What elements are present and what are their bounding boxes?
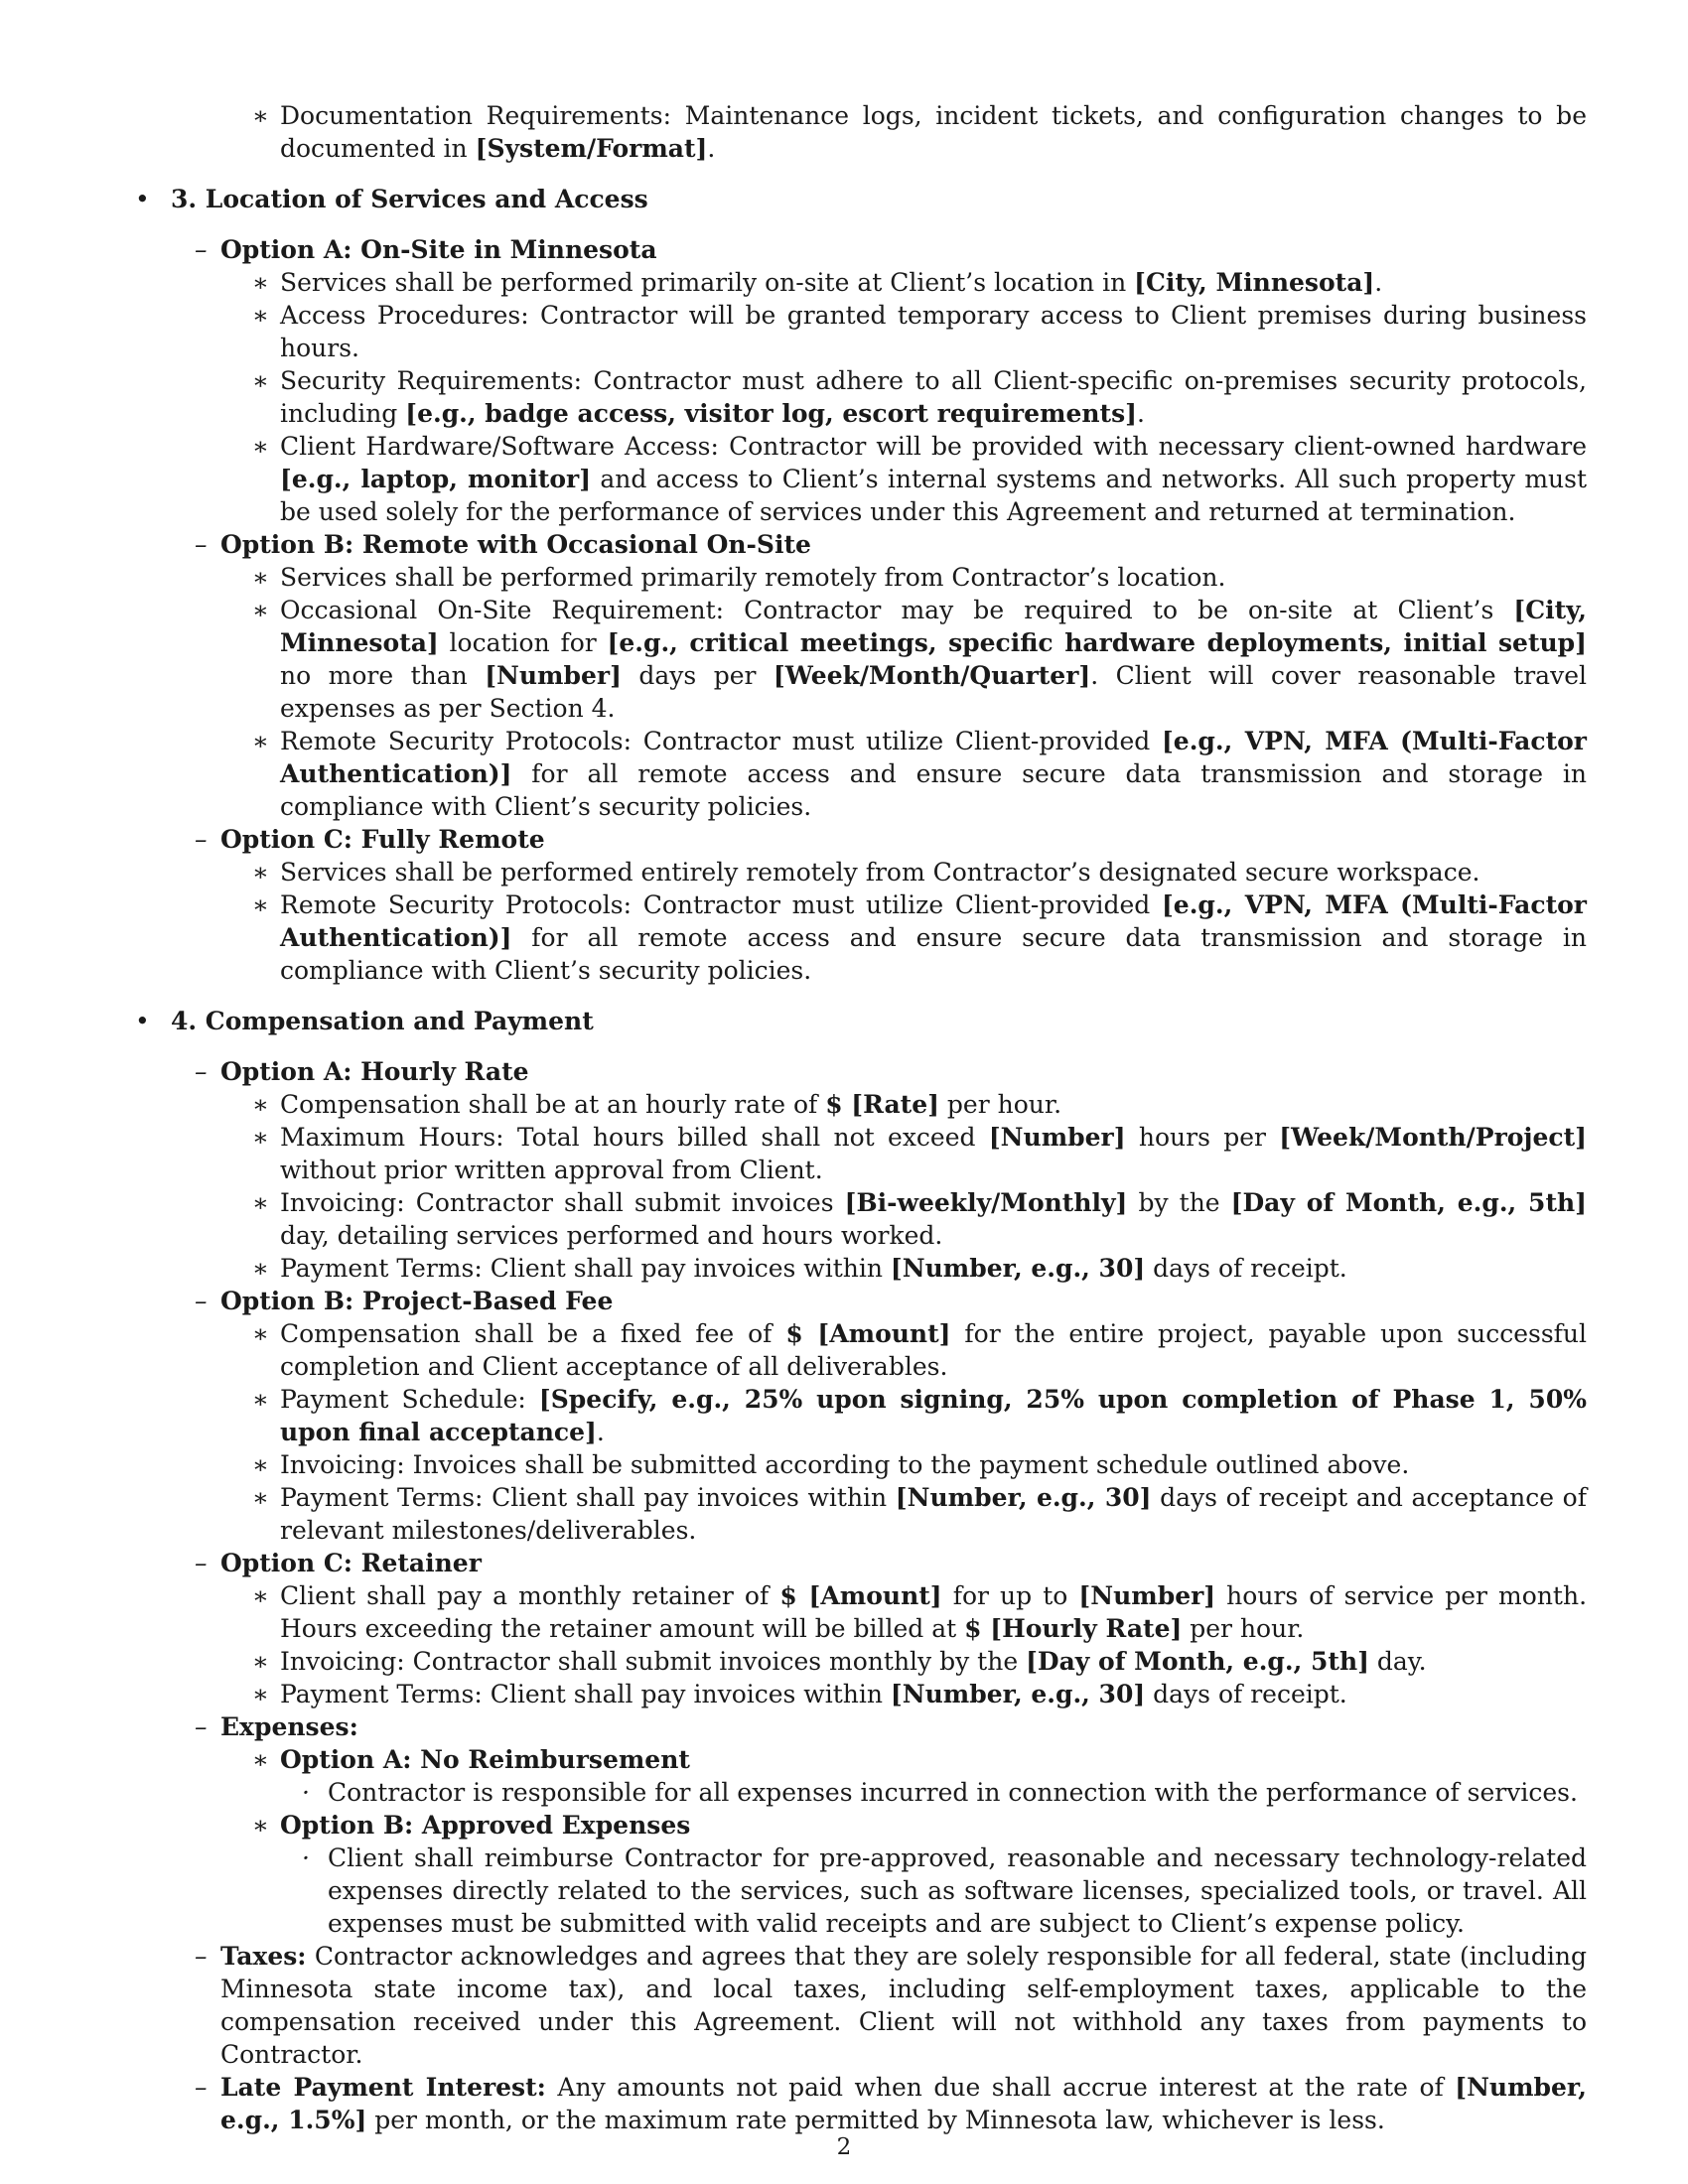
list-item: ∗ Invoicing: Contractor shall submit invoices monthly by the [Day of Month, e.g., 5th] day. (252, 1647, 1427, 1676)
list-item: ∗ Client Hardware/Software Access: Contractor will be provided with necessary client-owned hardware [e.g., laptop, monitor] and access to Client’s internal systems and networks. All such property must be used solely for the performance of services under this Agreement and returned at termination. (252, 432, 1588, 526)
list-item: ∗ Compensation shall be at an hourly rate of $ [Rate] per hour. (252, 1090, 1062, 1119)
taxes-item: – Taxes: Contractor acknowledges and agrees that they are solely responsible for all federal, state (including Minnesota state income tax), and local taxes, including self-employment taxes, applicable to the compensation received under this Agreement. Client will not withhold any taxes from payments to Contractor. (195, 1942, 1587, 2069)
page-number: 2 (836, 2134, 852, 2160)
option-heading: – Option B: Project-Based Fee (195, 1287, 614, 1315)
document-page (127, 99, 1587, 2136)
list-item: ∗ Maximum Hours: Total hours billed shall not exceed [Number] hours per [Week/Month/Project] without prior written approval from Client. (252, 1123, 1587, 1184)
option-heading: – Option A: On-Site in Minnesota (195, 235, 657, 264)
option-heading: – Option C: Retainer (195, 1549, 482, 1577)
list-item: ∗ Payment Terms: Client shall pay invoices within [Number, e.g., 30] days of receipt. (252, 1254, 1347, 1283)
list-item: ∗ Occasional On-Site Requirement: Contractor may be required to be on-site at Client’s [City, Minnesota] location for [e.g., critical meetings, specific hardware deployments, initial setup] no more than [Number] days per [Week/Month/Quarter]. Client will cover reasonable travel expenses as per Section 4. (252, 596, 1588, 723)
list-item: ∗ Services shall be performed primarily on-site at Client’s location in [City, Minnesota]. (252, 268, 1383, 297)
list-item: · Client shall reimburse Contractor for pre-approved, reasonable and necessary technology-related expenses directly related to the services, such as software licenses, specialized tools, or travel. All expenses must be submitted with valid receipts and are subject to Client’s expense policy. (302, 1843, 1587, 1938)
list-item: ∗ Remote Security Protocols: Contractor must utilize Client-provided [e.g., VPN, MFA (Multi-Factor Authentication)] for all remote access and ensure secure data transmission and storage in compliance with Client’s security policies. (252, 890, 1587, 985)
list-item: ∗ Security Requirements: Contractor must adhere to all Client-specific on-premises security protocols, including [e.g., badge access, visitor log, escort requirements]. (252, 366, 1587, 428)
option-heading: ∗ Option B: Approved Expenses (252, 1811, 691, 1840)
list-item: ∗ Services shall be performed primarily remotely from Contractor’s location. (252, 563, 1226, 592)
list-item: · Contractor is responsible for all expenses incurred in connection with the performance of services. (302, 1778, 1578, 1807)
list-item: ∗ Documentation Requirements: Maintenance logs, incident tickets, and configuration changes to be documented in [System/Format]. (252, 101, 1587, 163)
option-heading: – Option A: Hourly Rate (195, 1057, 529, 1086)
list-item: ∗ Invoicing: Invoices shall be submitted according to the payment schedule outlined above. (252, 1450, 1410, 1479)
list-item: ∗ Remote Security Protocols: Contractor must utilize Client-provided [e.g., VPN, MFA (Multi-Factor Authentication)] for all remote access and ensure secure data transmission and storage in compliance with Client’s security policies. (252, 727, 1587, 821)
option-heading: – Option C: Fully Remote (195, 825, 545, 854)
section-heading-4: • 4. Compensation and Payment (135, 1007, 594, 1035)
list-item: ∗ Payment Terms: Client shall pay invoices within [Number, e.g., 30] days of receipt and acceptance of relevant milestones/deliverables. (252, 1483, 1587, 1545)
expenses-heading: – Expenses: (195, 1712, 358, 1741)
late-payment-item: – Late Payment Interest: Any amounts not paid when due shall accrue interest at the rate of [Number, e.g., 1.5%] per month, or the maximum rate permitted by Minnesota law, whichever is less. (195, 2073, 1587, 2134)
list-item: ∗ Services shall be performed entirely remotely from Contractor’s designated secure workspace. (252, 858, 1480, 887)
section-heading-3: • 3. Location of Services and Access (135, 185, 648, 213)
list-item: ∗ Client shall pay a monthly retainer of $ [Amount] for up to [Number] hours of service per month. Hours exceeding the retainer amount will be billed at $ [Hourly Rate] per hour. (252, 1581, 1588, 1643)
option-heading: ∗ Option A: No Reimbursement (252, 1745, 690, 1774)
list-item: ∗ Access Procedures: Contractor will be granted temporary access to Client premises during business hours. (252, 301, 1587, 362)
list-item: ∗ Payment Terms: Client shall pay invoices within [Number, e.g., 30] days of receipt. (252, 1680, 1347, 1708)
option-heading: – Option B: Remote with Occasional On-Site (195, 530, 811, 559)
list-item: ∗ Invoicing: Contractor shall submit invoices [Bi-weekly/Monthly] by the [Day of Month, e.g., 5th] day, detailing services performed and hours worked. (252, 1188, 1587, 1250)
list-item: ∗ Compensation shall be a fixed fee of $ [Amount] for the entire project, payable upon successful completion and Client acceptance of all deliverables. (252, 1319, 1588, 1381)
list-item: ∗ Payment Schedule: [Specify, e.g., 25% upon signing, 25% upon completion of Phase 1, 50% upon final acceptance]. (252, 1385, 1587, 1446)
